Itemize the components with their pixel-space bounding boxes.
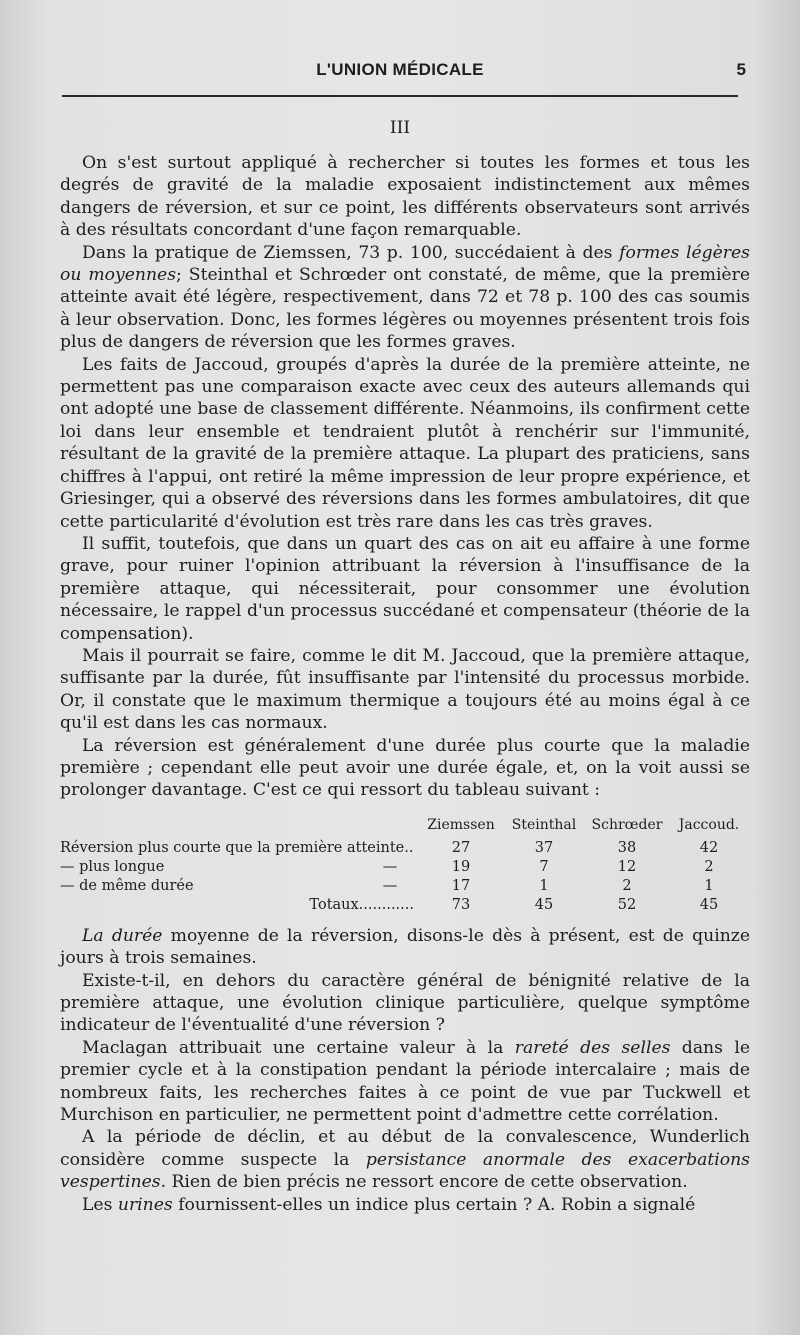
table-row xyxy=(60,858,750,877)
cell: 42 xyxy=(699,839,719,856)
p9-part-b: dans le premier cycle et à la constipation pendant la période intercalaire ; mais de nombreux faits, les recherches faites à ce point de vue par Tuckwell et Murchison en particulier, ne permettent point d'admettre cette corrélation. xyxy=(60,1037,750,1126)
total-cell: 45 xyxy=(699,896,719,913)
p9-italic: rareté des selles xyxy=(514,1037,671,1058)
cell: 12 xyxy=(617,858,637,875)
p10-part-a: A la période de déclin, et au début de la convalescence, Wunderlich considère comme suspecte la xyxy=(60,1127,750,1170)
cell: 27 xyxy=(451,839,471,856)
cell: 37 xyxy=(534,839,554,856)
cell: 2 xyxy=(622,877,632,894)
paragraph-4: Il suffit, toutefois, que dans un quart des cas on ait eu affaire à une forme grave, pour ruiner l'opinion attribuant la réversion à l'insuffisance de la première attaque, qui nécessiterait, pour consommer une évolution nécessaire, le rappel d'un processus succédané et compensateur (théorie de la compensation). xyxy=(60,533,750,644)
total-cell: 73 xyxy=(451,896,471,913)
journal-title: L'UNION MÉDICALE xyxy=(316,60,484,79)
col-header: Steinthal xyxy=(511,816,577,833)
body-text xyxy=(60,152,750,1216)
ditto-dash: — xyxy=(382,858,398,875)
row-label: Réversion plus courte que la première atteinte.. xyxy=(60,839,414,856)
header-rule xyxy=(62,95,738,97)
cell: 17 xyxy=(451,877,471,894)
p2-italic: formes légères ou moyennes xyxy=(60,242,750,286)
total-cell: 45 xyxy=(534,896,554,913)
cell: 2 xyxy=(704,858,714,875)
page-number: 5 xyxy=(736,60,746,79)
reversion-table xyxy=(60,816,750,915)
p2-part-b: ; Steinthal et Schrœder ont constaté, de même, que la première atteinte avait été légère, respectivement, dans 72 et 78 p. 100 des cas soumis à leur observation. Donc, les formes légères ou moyennes présentent trois fois plus de dangers de réversion que les formes graves. xyxy=(60,265,750,353)
table-header-row xyxy=(60,816,750,839)
total-cell: 52 xyxy=(617,896,637,913)
table-row xyxy=(60,839,750,858)
p10-italic: persistance anormale des exacerbations vespertines xyxy=(60,1149,750,1193)
section-number: III xyxy=(389,118,411,138)
paragraph-3: Les faits de Jaccoud, groupés d'après la durée de la première atteinte, ne permettent pas une comparaison exacte avec ceux des auteurs allemands qui ont adopté une base de classement différente. Néanmoins, ils confirment cette loi dans leur ensemble et tendraient plutôt à renchérir sur l'immunité, résultant de la gravité de la première attaque. La plupart des praticiens, sans chiffres à l'appui, ont retiré la même impression de leur propre expérience, et Griesinger, qui a observé des réversions dans les formes ambulatoires, dit que cette particularité d'évolution est très rare dans les cas très graves. xyxy=(60,354,750,532)
p9-part-a: Maclagan attribuait une certaine valeur à la xyxy=(82,1037,515,1058)
paragraph-1: On s'est surtout appliqué à rechercher si toutes les formes et tous les degrés de gravité de la maladie exposaient indistinctement aux mêmes dangers de réversion, et sur ce point, les différents observateurs sont arrivés à des résultats concordant d'une façon remarquable. xyxy=(60,153,750,241)
cell: 19 xyxy=(451,858,471,875)
paragraph-9 xyxy=(60,1037,750,1127)
paragraph-6: La réversion est généralement d'une durée plus courte que la maladie première ; cependant elle peut avoir une durée égale, et, on la voit aussi se prolonger davantage. C'est ce qui ressort du tableau suivant : xyxy=(60,735,750,801)
col-header: Schrœder xyxy=(591,816,663,833)
col-header: Ziemssen xyxy=(427,816,495,833)
paragraph-8: Existe-t-il, en dehors du caractère général de bénignité relative de la première attaque, une évolution clinique particulière, quelque symptôme indicateur de l'éventualité d'une réversion ? xyxy=(60,970,750,1036)
running-header xyxy=(60,60,746,88)
row-label: — plus longue xyxy=(60,858,165,875)
paragraph-2 xyxy=(60,242,750,354)
p2-part-a: Dans la pratique de Ziemssen, 73 p. 100, succédaient à des xyxy=(82,242,620,263)
p10-part-b: . Rien de bien précis ne ressort encore de cette observation. xyxy=(160,1172,688,1193)
paragraph-11 xyxy=(60,1194,750,1216)
p7-rest: moyenne de la réversion, disons-le dès à présent, est de quinze jours à trois semaines. xyxy=(60,925,750,969)
ditto-dash: — xyxy=(382,877,398,894)
table-row xyxy=(60,877,750,896)
table-total-row xyxy=(60,896,750,915)
cell: 1 xyxy=(539,877,549,894)
paragraph-5: Mais il pourrait se faire, comme le dit M. Jaccoud, que la première attaque, suffisante par la durée, fût insuffisante par l'intensité du processus morbide. Or, il constate que le maximum thermique a toujours été au moins égal à ce qu'il est dans les cas normaux. xyxy=(60,645,750,734)
p7-italic: La durée xyxy=(82,925,163,946)
col-header: Jaccoud. xyxy=(678,816,740,833)
cell: 1 xyxy=(704,877,714,894)
cell: 7 xyxy=(539,858,549,875)
total-label: Totaux............ xyxy=(309,896,414,913)
p11-part-a: Les xyxy=(82,1194,118,1215)
p11-italic: urines xyxy=(117,1194,173,1215)
p11-part-b: fournissent-elles un indice plus certain ? A. Robin a signalé xyxy=(172,1194,696,1215)
cell: 38 xyxy=(617,839,637,856)
row-label: — de même durée xyxy=(60,877,194,894)
paragraph-10 xyxy=(60,1126,750,1193)
paragraph-7 xyxy=(60,925,750,970)
